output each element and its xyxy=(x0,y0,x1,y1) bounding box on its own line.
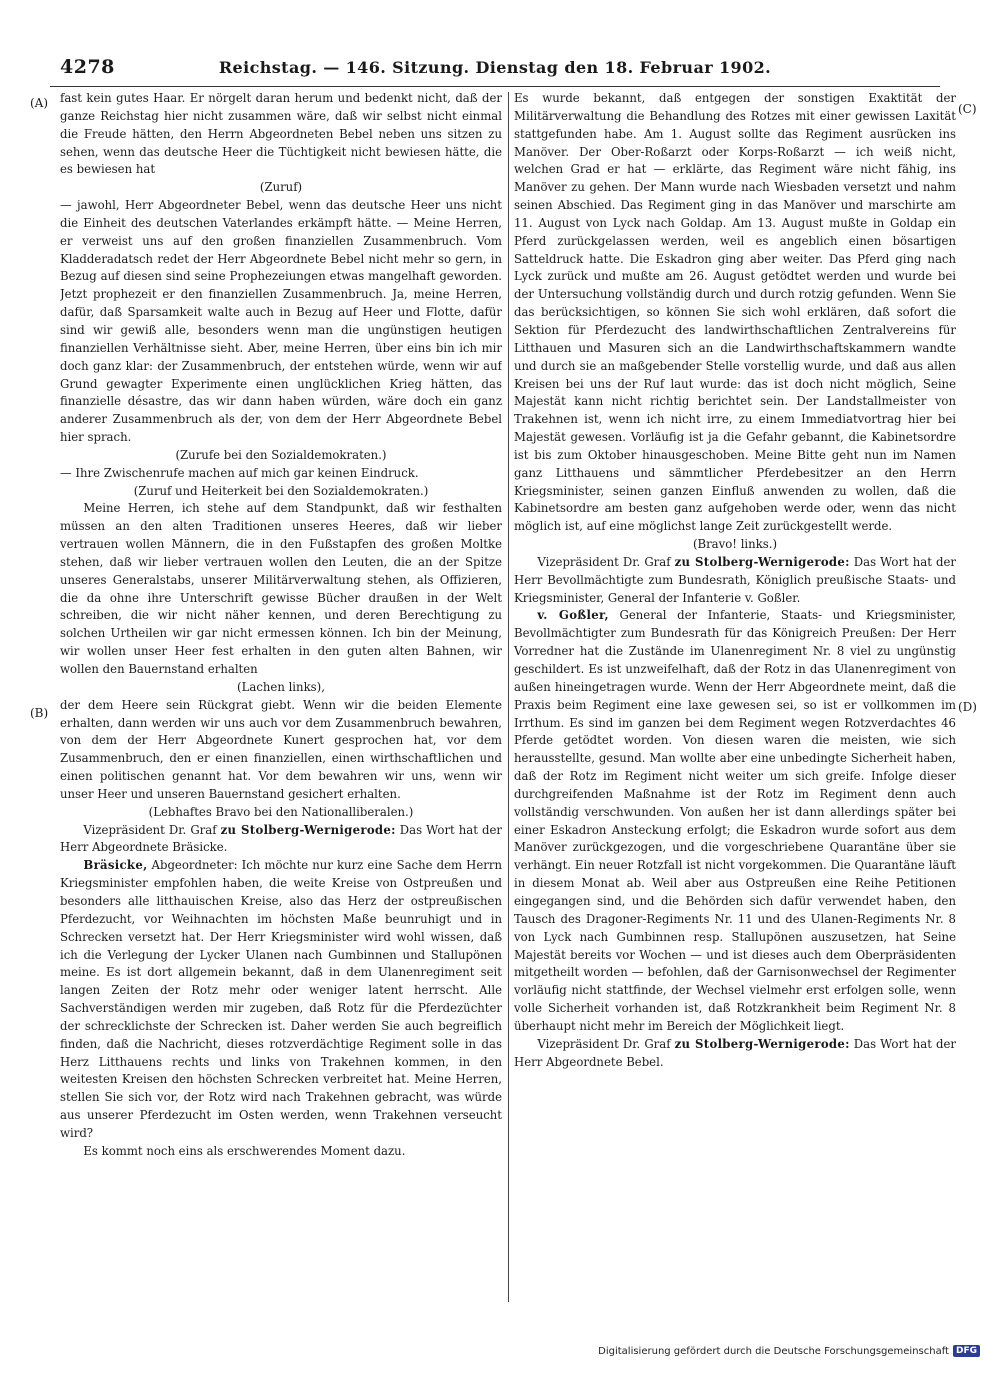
speaker-name: v. Goßler, xyxy=(537,608,609,623)
speech-text: Abgeordneter: Ich möchte nur kurz eine Sache dem Herrn Kriegsminister empfohlen haben, die weite Kreise von Ostpreußen und besonders alle litthauischen Kreise, also das Herz der ostpreußischen Pferdezucht, vor Weihnachten im höchsten Maße beunruhigt und in Schrecken versetzt hat. Der Herr Kriegsminister wird wohl wissen, daß ich die Verlegung der Lycker Ulanen nach Gumbinnen und Stallupönen meine. Es ist dort allgemein bekannt, daß in dem Ulanenregiment seit langen Zeiten der Rotz mehr oder weniger latent herrscht. Alle Sachverständigen werden mir zugeben, daß Rotz für die Pferdezüchter der schrecklichste der Schrecken ist. Daher werden Sie auch begreiflich finden, daß die Nachricht, dieses rotzverdächtige Regiment solle in das Herz Litthauens rechts und links von Trakehnen kommen, in den weitesten Kreisen den höchsten Schrecken verbreitet hat. Meine Herren, stellen Sie sich vor, der Rotz wird nach Trakehnen gebracht, was würde aus unserer Pferdezucht im Osten werden, wenn Trakehnen verseucht wird? xyxy=(60,858,502,1140)
speaker-name: zu Stolberg-Wernigerode: xyxy=(220,822,396,837)
interjection: (Zuruf) xyxy=(259,180,303,195)
footer-text: Digitalisierung gefördert durch die Deutsche Forschungsgemeinschaft xyxy=(598,1345,949,1357)
page-header xyxy=(50,52,940,87)
paragraph: fast kein gutes Haar. Er nörgelt daran herum und bedenkt nicht, daß der ganze Reichstag hier nicht zusammen wäre, daß wir selbst nicht einmal die Freude hätten, den Herrn Abgeordneten Bebel neben uns sitzen zu sehen, wenn das deutsche Heer die Tüchtigkeit nicht bewiesen hätte, die es bewiesen hat xyxy=(60,91,502,177)
running-head: Reichstag. — 146. Sitzung. Dienstag den 18. Februar 1902. xyxy=(218,58,772,77)
speaker-intro: Vizepräsident Dr. Graf xyxy=(537,1036,675,1051)
paragraph: — Ihre Zwischenrufe machen auf mich gar keinen Eindruck. xyxy=(60,465,419,480)
column-divider xyxy=(508,92,509,1302)
digitization-footer xyxy=(598,1345,980,1357)
speaker-name: zu Stolberg-Wernigerode: xyxy=(674,554,850,569)
speaker-intro: Vizepräsident Dr. Graf xyxy=(537,554,675,569)
left-column xyxy=(60,90,502,1305)
interjection: (Zuruf und Heiterkeit bei den Sozialdemokraten.) xyxy=(133,483,429,498)
margin-marker-b: (B) xyxy=(30,706,49,720)
interjection: (Bravo! links.) xyxy=(692,537,778,552)
paragraph: Meine Herren, ich stehe auf dem Standpunkt, daß wir festhalten müssen an den alten Traditionen unseres Heeres, daß wir lieber vertrauen wollen Männern, die in den Fußstapfen des großen Moltke stehen, daß wir lieber vertrauen wollen den Leuten, die an der Spitze unseres Generalstabs, unserer Militärverwaltung stehen, als Offizieren, die da ohne ihre Unterschrift gewisse Bücher draußen in der Welt schreiben, die wir nicht näher kennen, und deren Berechtigung zu solchen Urtheilen wir gar nicht ermessen können. Ich bin der Meinung, wir wollen unser Heer fest erhalten in den guten alten Bahnen, wir wollen den Bauernstand erhalten xyxy=(60,501,502,676)
interjection: (Lebhaftes Bravo bei den Nationalliberalen.) xyxy=(148,804,414,819)
speaker-paragraph xyxy=(514,554,956,608)
speech-text: Das Wort hat der Herr Abgeordnete Bebel. xyxy=(514,1036,956,1069)
speaker-paragraph xyxy=(60,822,502,858)
speaker-paragraph xyxy=(514,1036,956,1072)
paragraph: Es wurde bekannt, daß entgegen der sonstigen Exaktität der Militärverwaltung die Behandlung des Rotzes mit einer gewissen Laxität stattgefunden habe. Am 1. August sollte das Regiment ausrücken ins Manöver. Der Ober-Roßarzt oder Korps-Roßarzt — ich weiß nicht, welchen Grad er hat — erklärte, das Regiment wäre nicht fähig, ins Manöver zu gehen. Der Mann wurde nach Wiesbaden versetzt und nahm seinen Abschied. Das Regiment ging in das Manöver und marschirte am 11. August von Lyck nach Goldap. Am 13. August mußte in Goldap ein Pferd zurückgelassen werden, weil es angeblich einen bösartigen Satteldruck hatte. Die Eskadron ging aber weiter. Das Pferd ging nach Lyck zurück und mußte am 26. August getödtet werden und wurde bei der Untersuchung vollständig durch und durch rotzig gefunden. Wenn Sie das berücksichtigen, so können Sie sich wohl erklären, daß sofort die Sektion für Pferdezucht des landwirthschaftlichen Zentralvereins für Litthauen und Masuren sich an die Landwirthschaftskammern wandte und durch sie an maßgebender Stelle vorstellig wurde, und daß aus allen Kreisen bei uns der Ruf laut wurde: das ist doch nicht möglich, Seine Majestät kann nicht richtig berichtet sein. Der Landstallmeister von Trakehnen ist, wenn ich nicht irre, zu einem Immediatvortrag hier bei Majestät gewesen. Vorläufig ist ja die Gefahr gebannt, die Kabinetsordre ist bis zum Oktober hinausgeschoben. Meine Bitte geht nun im Namen ganz Litthauens und sämmtlicher Pferdebesitzer an den Herrn Kriegsminister, seinen ganzen Einfluß anwenden zu wollen, daß die Kabinetsordre am besten ganz aufgehoben werde oder, wenn das nicht möglich ist, auf eine möglichst lange Zeit zurückgestellt werde. xyxy=(514,91,956,534)
margin-marker-d: (D) xyxy=(958,700,977,714)
paragraph: der dem Heere sein Rückgrat giebt. Wenn wir die beiden Elemente erhalten, dann werden wir uns auch vor dem Zusammenbruch bewahren, von dem der Herr Abgeordnete Kunert gesprochen hat, vor dem Zusammenbruch, den er einen finanziellen, einen wirthschaftlichen und einen politischen genannt hat. Vor dem bewahren wir uns, wenn wir unser Heer und unseren Bauernstand gesichert erhalten. xyxy=(60,697,502,801)
margin-marker-c: (C) xyxy=(958,102,977,116)
paragraph: Es kommt noch eins als erschwerendes Moment dazu. xyxy=(83,1143,406,1158)
interjection: (Lachen links), xyxy=(237,679,325,694)
margin-marker-a: (A) xyxy=(30,96,49,110)
speaker-paragraph xyxy=(514,607,956,1035)
speaker-name: Bräsicke, xyxy=(83,858,148,873)
interjection: (Zurufe bei den Sozialdemokraten.) xyxy=(175,447,387,462)
dfg-logo-icon: DFG xyxy=(953,1345,980,1357)
speech-text: General der Infanterie, Staats- und Kriegsminister, Bevollmächtigter zum Bundesrath für das Königreich Preußen: Der Herr Vorredner hat die Zustände im Ulanenregiment Nr. 8 viel zu ungünstig geschildert. Es ist unzweifelhaft, daß der Rotz in das Ulanenregiment von außen hineingetragen wurde. Wenn der Herr Abgeordnete meint, daß die Praxis beim Regiment eine laxe gewesen sei, so ist er vollkommen im Irrthum. Es sind im ganzen bei dem Regiment wegen Rotzverdachtes 46 Pferde getödtet worden. Von diesen waren die meisten, wie sich herausstellte, gesund. Man wollte aber eine unbedingte Sicherheit haben, daß der Rotz im Regiment nicht weiter um sich greife. Infolge dieser durchgreifenden Maßnahme ist der Rotz im Regiment denn auch vollständig verschwunden. Von außen her ist dann allerdings später bei einer Eskadron Ansteckung erfolgt; die Eskadron wurde sofort aus dem Manöver zurückgezogen, und die vorgeschriebene Quarantäne über sie verhängt. Ein neuer Rotzfall ist nicht vorgekommen. Die Quarantäne läuft in diesem Monat ab. Weil aber aus Ostpreußen eine Reihe Petitionen eingegangen sind, und die Behörden sich dafür verwendet haben, den Tausch des Dragoner-Regiments Nr. 11 und des Ulanen-Regiments Nr. 8 von Lyck nach Gumbinnen resp. Stallupönen auszusetzen, hat Seine Majestät bereits vor Wochen — und ist dieses auch dem Oberpräsidenten mitgetheilt worden — befohlen, daß der Garnisonwechsel der Regimenter vorläufig nicht stattfinde, der Wechsel vielmehr erst erfolgen solle, wenn volle Sicherheit vorhanden ist, daß Rotzkrankheit beim Regiment Nr. 8 überhaupt nicht mehr im Bereich der Möglichkeit liegt. xyxy=(514,608,956,1033)
speaker-paragraph xyxy=(60,857,502,1143)
speech-text: Das Wort hat der Herr Bevollmächtigte zum Bundesrath, Königlich preußische Staats- und Kriegsminister, General der Infanterie v. Goßler. xyxy=(514,554,956,605)
right-column xyxy=(514,90,956,1305)
speaker-intro: Vizepräsident Dr. Graf xyxy=(83,822,221,837)
speech-text: Das Wort hat der Herr Abgeordnete Bräsicke. xyxy=(60,822,502,855)
paragraph: — jawohl, Herr Abgeordneter Bebel, wenn das deutsche Heer uns nicht die Einheit des deutschen Vaterlandes erkämpft hätte. — Meine Herren, er verweist uns auf den großen finanziellen Zusammenbruch. Vom Kladderadatsch redet der Herr Abgeordnete Bebel nicht mehr so gern, in Bezug auf diesen sind seine Prophezeiungen etwas mangelhaft geworden. Jetzt prophezeit er den finanziellen Zusammenbruch. Ja, meine Herren, dafür, daß Sparsamkeit walte auch in Bezug auf Heer und Flotte, dafür sind wir gewiß alle, besonders wenn man die ungünstigen heutigen finanziellen Verhältnisse sieht. Aber, meine Herren, über eins bin ich mir doch ganz klar: der Zusammenbruch, der entstehen würde, wenn wir auf Grund gewagter Experimente einen unglücklichen Krieg hätten, das finanzielle désastre, das wir dann haben würden, wäre doch ein ganz anderer Zusammenbruch als der, von dem der Herr Abgeordnete Bebel hier sprach. xyxy=(60,198,502,445)
speaker-name: zu Stolberg-Wernigerode: xyxy=(674,1036,850,1051)
page-number: 4278 xyxy=(60,56,115,78)
